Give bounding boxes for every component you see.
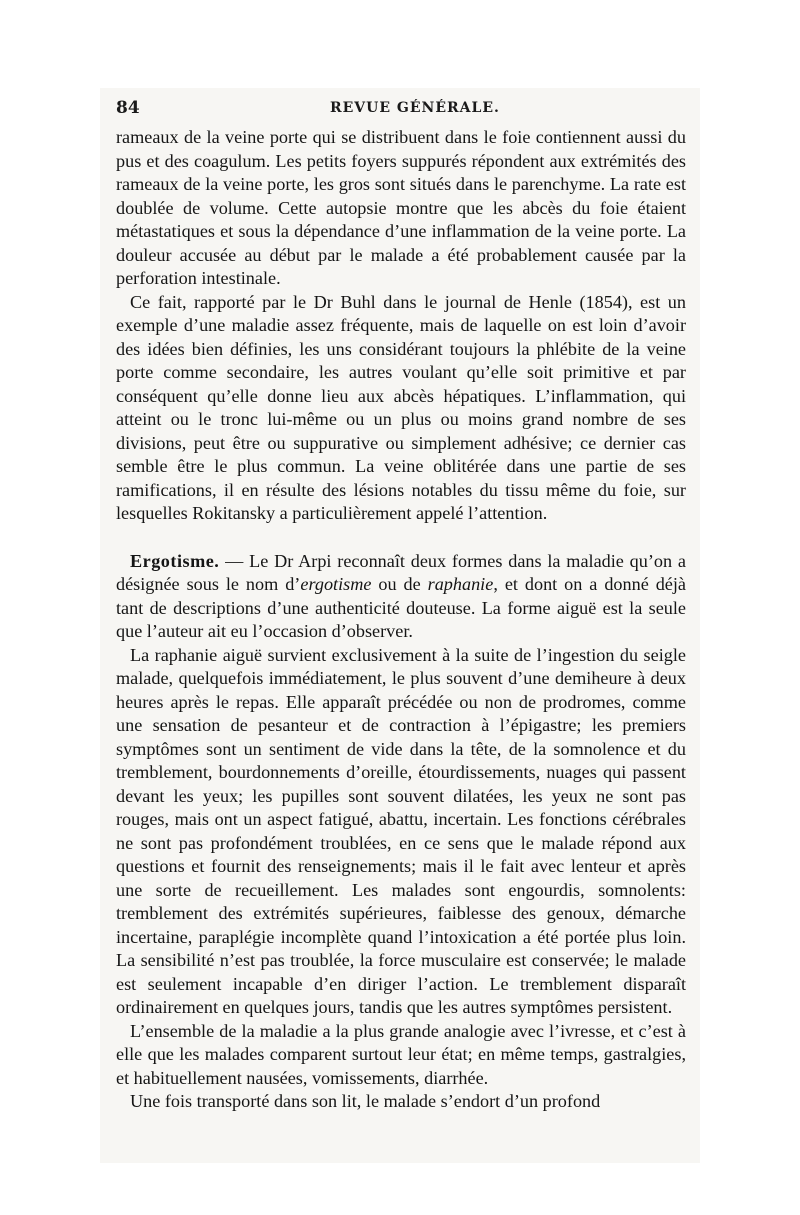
paragraph-ivresse: L’ensemble de la maladie a la plus grande analogie avec l’ivresse, et c’est à elle que les malades comparent surtout leur état; en même temps, gastralgies, et habituellement nausées, vomissements, diarrhée. xyxy=(116,1020,686,1088)
paragraph-continuation: rameaux de la veine porte qui se distribuent dans le foie contiennent aussi du pus et des coagulum. Les petits foyers suppurés répondent aux extrémités des rameaux de la veine porte, les gros sont situés dans le parenchyme. La rate est doublée de volume. Cette autopsie montre que les abcès du foie étaient métastatiques et sous la dépendance d’une inflammation de la veine porte. La douleur accusée au début par le malade a été probablement causée par la perforation intestinale. xyxy=(116,127,686,288)
body-text xyxy=(116,126,686,1114)
page-header xyxy=(116,96,686,120)
page-number: 84 xyxy=(116,98,140,118)
running-head: REVUE GÉNÉRALE. xyxy=(330,100,500,116)
ergotisme-text-c: , et dont on a donné déjà tant de descriptions d’une authenticité douteuse. La forme aiguë est la seule que l’auteur ait eu l’occasion d’observer. xyxy=(116,574,687,641)
paragraph-buhl: Ce fait, rapporté par le Dr Buhl dans le journal de Henle (1854), est un exemple d’une maladie assez fréquente, mais de laquelle on est loin d’avoir des idées bien définies, les uns considérant toujours la phlébite de la veine porte comme secondaire, les autres voulant qu’elle soit primitive et par conséquent qu’elle donne lieu aux abcès hépatiques. L’inflammation, qui atteint ou le tronc lui-même ou un plus ou moins grand nombre de ses divisions, peut être ou suppurative ou simplement adhésive; ce dernier cas semble être le plus commun. La veine oblitérée dans une partie de ses ramifications, il en résulte des lésions notables du tissu même du foie, sur lesquelles Rokitansky a particulièrement appelé l’attention. xyxy=(116,291,686,523)
term-ergotisme: ergotisme xyxy=(300,574,372,594)
paragraph-final: Une fois transporté dans son lit, le malade s’endort d’un profond xyxy=(130,1091,601,1111)
paragraph-ergotisme xyxy=(116,550,686,644)
term-raphanie: raphanie xyxy=(427,574,494,594)
ergotisme-text-b: ou de xyxy=(371,574,428,594)
ergotisme-text-a: — Le Dr Arpi reconnaît deux formes dans la maladie qu’on a désignée sous le nom d’ xyxy=(116,550,686,594)
paragraph-raphanie-aigue: La raphanie aiguë survient exclusivement à la suite de l’ingestion du seigle malade, quelquefois immédiatement, le plus souvent d’une demiheure à deux heures après le repas. Elle apparaît précédée ou non de prodromes, comme une sensation de pesanteur et de contraction à l’épigastre; les premiers symptômes sont un sentiment de vide dans la tête, de la somnolence et du tremblement, bourdonnements d’oreille, étourdissements, nuages qui passent devant les yeux; les pupilles sont souvent dilatées, les yeux ne sont pas rouges, mais ont un aspect fatigué, abattu, incertain. Les fonctions cérébrales ne sont pas profondément troublées, en ce sens que le malade répond aux questions et fournit des renseignements; mais il le fait avec lenteur et après une sorte de recueillement. Les malades sont engourdis, somnolents: tremblement des extrémités supérieures, faiblesse des genoux, démarche incertaine, paraplégie incomplète quand l’intoxication a été portée plus loin. La sensibilité n’est pas troublée, la force musculaire est conservée; le malade est seulement incapable d’en diriger l’action. Le tremblement disparaît ordinairement en quelques jours, tandis que les autres symptômes persistent. xyxy=(116,644,686,1017)
section-title-ergotisme: Ergotisme. xyxy=(130,550,220,571)
